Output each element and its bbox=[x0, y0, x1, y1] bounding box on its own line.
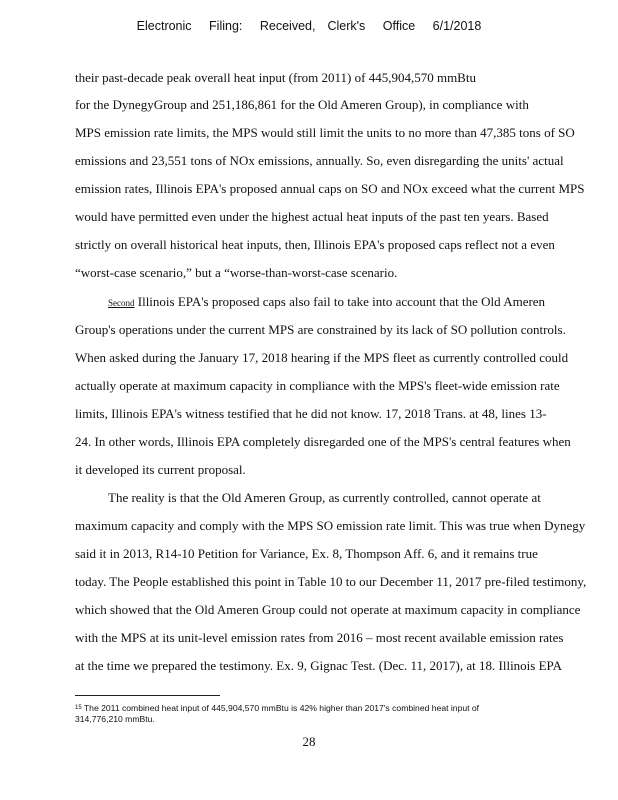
body-line: Illinois EPA's proposed caps also fail to take into account that the Old Ameren bbox=[137, 294, 546, 309]
body-line: “worst-case scenario,” but a “worse-than-worst-case scenario. bbox=[75, 265, 398, 280]
body-line: their past-decade peak overall heat input (from 2011) of 445,904,570 mmBtu bbox=[75, 70, 476, 85]
body-line: it developed its current proposal. bbox=[75, 462, 246, 477]
filing-header bbox=[0, 19, 618, 33]
body-line: maximum capacity and comply with the MPS SO emission rate limit. This was true when Dynegy bbox=[75, 518, 586, 533]
body-line: When asked during the January 17, 2018 hearing if the MPS fleet as currently controlled could bbox=[75, 350, 569, 365]
body-line: strictly on overall historical heat inputs, then, Illinois EPA's proposed caps reflect not a even bbox=[75, 237, 555, 252]
second-heading: Second bbox=[108, 298, 135, 308]
body-line: limits, Illinois EPA's witness testified that he did not know. 17, 2018 Trans. at 48, lines 13- bbox=[75, 406, 547, 421]
footnote-divider bbox=[75, 695, 220, 696]
body-line: for the DynegyGroup and 251,186,861 for the Old Ameren Group), in compliance with bbox=[75, 97, 529, 112]
body-line: 24. In other words, Illinois EPA completely disregarded one of the MPS's central features when bbox=[75, 434, 571, 449]
body-line: said it in 2013, R14-10 Petition for Variance, Ex. 8, Thompson Aff. 6, and it remains true bbox=[75, 546, 538, 561]
body-line: MPS emission rate limits, the MPS would still limit the units to no more than 47,385 tons of SO bbox=[75, 125, 575, 140]
paragraph-second-first-line bbox=[108, 294, 618, 310]
body-line: which showed that the Old Ameren Group could not operate at maximum capacity in compliance bbox=[75, 602, 581, 617]
header-received: Received, bbox=[259, 19, 316, 33]
header-electronic: Electronic bbox=[136, 19, 192, 33]
body-line: The reality is that the Old Ameren Group, as currently controlled, cannot operate at bbox=[108, 490, 541, 505]
body-line: with the MPS at its unit-level emission rates from 2016 – most recent available emission rates bbox=[75, 630, 564, 645]
body-line: today. The People established this point in Table 10 to our December 11, 2017 pre-filed testimony, bbox=[75, 574, 587, 589]
header-office: Office bbox=[382, 19, 416, 33]
header-clerks: Clerk's bbox=[327, 19, 366, 33]
body-line: emission rates, Illinois EPA's proposed annual caps on SO and NOx exceed what the current MPS bbox=[75, 181, 585, 196]
body-line: emissions and 23,551 tons of NOx emissions, annually. So, even disregarding the units' actual bbox=[75, 153, 564, 168]
body-line: would have permitted even under the highest actual heat inputs of the past ten years. Based bbox=[75, 209, 549, 224]
body-line: actually operate at maximum capacity in compliance with the MPS's fleet-wide emission rate bbox=[75, 378, 560, 393]
body-line: Group's operations under the current MPS are constrained by its lack of SO pollution controls. bbox=[75, 322, 566, 337]
footnote bbox=[75, 703, 555, 714]
page-number: 28 bbox=[302, 734, 316, 749]
footnote-text-line1: The 2011 combined heat input of 445,904,570 mmBtu is 42% higher than 2017's combined heat input of bbox=[83, 703, 480, 713]
footnote-number: 15 bbox=[75, 705, 82, 711]
footnote-text-line2: 314,776,210 mmBtu. bbox=[75, 714, 155, 724]
header-filing: Filing: bbox=[209, 19, 243, 33]
header-date: 6/1/2018 bbox=[432, 19, 482, 33]
body-line: at the time we prepared the testimony. Ex. 9, Gignac Test. (Dec. 11, 2017), at 18. Illinois EPA bbox=[75, 658, 562, 673]
